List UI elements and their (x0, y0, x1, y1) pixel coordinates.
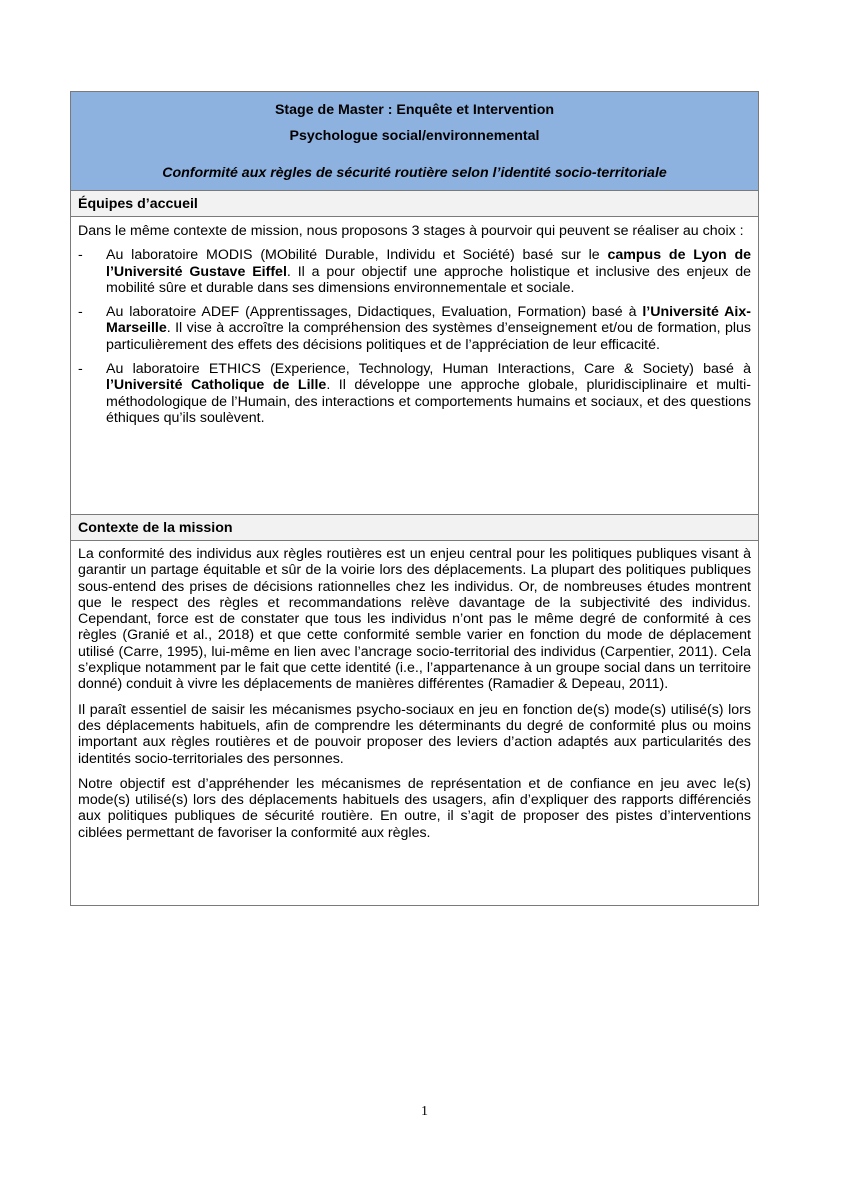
contexte-paragraph: Notre objectif est d’appréhender les mécanismes de représentation et de confiance en jeu avec le(s) mode(s) utilisé(s) lors des déplacements habituels des usagers, afin d’expliquer des rapports différenciés aux politiques publiques de sécurité routière. En outre, il s’agit de proposer des pistes d’interventions ciblées permettant de favoriser la conformité aux règles. (78, 775, 751, 841)
offer-table (70, 91, 759, 906)
header-subtitle: Psychologue social/environnemental (289, 128, 540, 144)
contexte-paragraph: La conformité des individus aux règles routières est un enjeu central pour les politiques publiques visant à garantir un partage équitable et sûr de la voirie lors des déplacements. La plupart des politiques publiques sous-entend des prises de décisions rationnelles chez les individus. Or, de nombreuses études montrent que le respect des règles et recommandations relève davantage de la subjectivité des individus. Cependant, force est de constater que tous les individus n’ont pas le même degré de conformité à ces règles (Granié et al., 2018) et que cette conformité semble varier en fonction du mode de déplacement utilisé (Carre, 1995), lui-même en lien avec l’ancrage socio-territorial des individus (Carpentier, 2011). Cela s’explique notamment par le fait que cette identité (i.e., l’appartenance à un groupe social dans un territoire donné) conduit à vivre les déplacements de manières différentes (Ramadier & Depeau, 2011). (78, 546, 751, 693)
equipes-section-body (71, 217, 758, 515)
lab-item (78, 247, 751, 296)
lab-description: . Il développe une approche globale, pluridisciplinaire et multi-méthodologique de l’Humain, des interactions et comportements humains et sociaux, et des questions éthiques qu’ils soulèvent. (106, 377, 751, 426)
contexte-paragraph: Il paraît essentiel de saisir les mécanismes psycho-sociaux en jeu en fonction de(s) mode(s) utilisé(s) lors des déplacements habituels, afin de comprendre les déterminants du degré de conformité plus ou moins important aux règles routières et de pouvoir proposer des leviers d’action adaptés aux particularités des identités socio-territoriales des personnes. (78, 701, 751, 767)
contexte-section-body (71, 541, 758, 905)
lab-location: l’Université Aix-Marseille (106, 304, 751, 337)
offer-header (71, 92, 758, 191)
lab-text: Au laboratoire MODIS (MObilité Durable, Individu et Société) basé sur le (106, 247, 608, 264)
lab-text: Au laboratoire ETHICS (Experience, Technology, Human Interactions, Care & Society) basé à (106, 361, 751, 378)
list-bullet: - (78, 361, 83, 378)
lab-text: Au laboratoire ADEF (Apprentissages, Didactiques, Evaluation, Formation) basé à (106, 304, 643, 321)
list-bullet: - (78, 247, 83, 264)
page-number: 1 (421, 1104, 428, 1119)
equipes-section-title: Équipes d’accueil (71, 191, 758, 217)
list-bullet: - (78, 304, 83, 321)
equipes-intro: Dans le même contexte de mission, nous proposons 3 stages à pourvoir qui peuvent se réaliser au choix : (78, 223, 744, 239)
header-title: Stage de Master : Enquête et Intervention (274, 102, 555, 118)
lab-description: . Il a pour objectif une approche holistique et inclusive des enjeux de mobilité sûre et durable dans ses dimensions environnementale et sociale. (106, 263, 751, 296)
lab-item (78, 361, 751, 426)
contexte-section-title: Contexte de la mission (71, 515, 758, 541)
lab-location: campus de Lyon de l’Université Gustave Eiffel (106, 247, 752, 280)
lab-location: l’Université Catholique de Lille (106, 377, 327, 394)
lab-description: . Il vise à accroître la compréhension des systèmes d’enseignement et/ou de formation, plus particulièrement des effets des décisions politiques et de l’appréciation de leur efficacité. (106, 320, 751, 353)
header-topic: Conformité aux règles de sécurité routière selon l’identité socio-territoriale (162, 165, 667, 181)
lab-item (78, 304, 751, 353)
